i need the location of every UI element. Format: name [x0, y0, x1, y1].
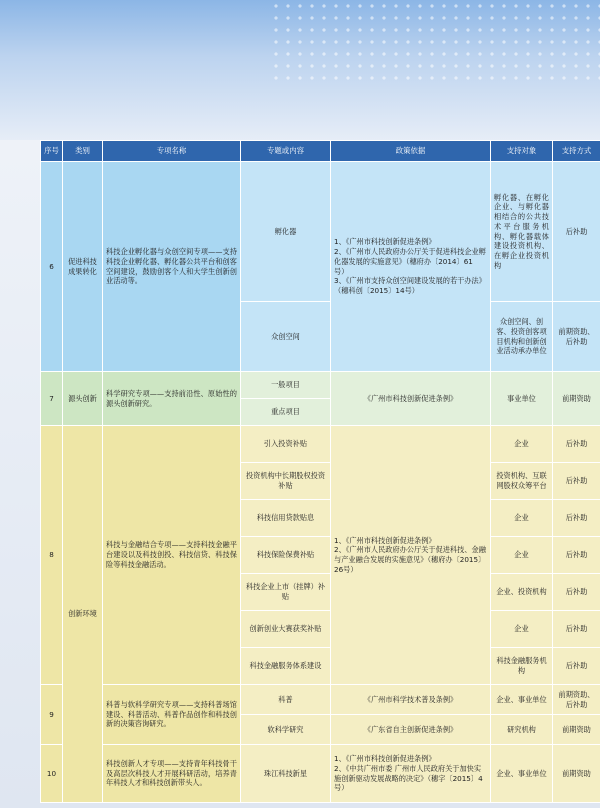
topic-cell: 科技保险保费补贴	[241, 537, 331, 574]
method-cell: 后补助	[553, 426, 600, 463]
policy-basis-cell: 1、《广州市科技创新促进条例》 2、《广州市人民政府办公厅关于促进科技企业孵化器发展的实施意见》（穗府办〔2014〕61号） 3、《广州市支持众创空间建设发展的若干办法》（穗科创〔2015〕14号）	[331, 162, 491, 372]
target-cell: 科技金融服务机构	[491, 648, 553, 685]
project-name-cell: 科技企业孵化器与众创空间专项——支持科技企业孵化器、孵化器公共平台和创客空间建设，鼓励创客个人和大学生创新创业活动等。	[103, 162, 241, 372]
topic-cell: 科技信用贷款贴息	[241, 500, 331, 537]
table-row	[41, 162, 600, 302]
topic-cell: 科技金融服务体系建设	[241, 648, 331, 685]
target-cell: 企业	[491, 537, 553, 574]
target-cell: 企业、事业单位	[491, 745, 553, 803]
row-number: 9	[41, 685, 63, 745]
target-cell: 企业	[491, 611, 553, 648]
topic-cell: 众创空间	[241, 302, 331, 372]
policy-basis-cell: 1、《广州市科技创新促进条例》 2、《广州市人民政府办公厅关于促进科技、金融与产业融合发展的实施意见》（穗府办〔2015〕26号）	[331, 426, 491, 685]
project-name-cell: 科技与金融结合专项——支持科技金融平台建设以及科技创投、科技信贷、科技保险等科技金融活动。	[103, 426, 241, 685]
header-project-name: 专项名称	[103, 141, 241, 162]
topic-cell: 科技企业上市（挂牌）补贴	[241, 574, 331, 611]
table-row	[41, 685, 600, 715]
method-cell: 前期资助	[553, 372, 600, 426]
topic-cell: 珠江科技新星	[241, 745, 331, 803]
target-cell: 企业	[491, 426, 553, 463]
policy-basis-cell: 《广州市科技创新促进条例》	[331, 372, 491, 426]
header-category: 类别	[63, 141, 103, 162]
target-cell: 企业	[491, 500, 553, 537]
method-cell: 后补助	[553, 611, 600, 648]
method-cell: 前期资助	[553, 745, 600, 803]
project-name-cell: 科普与软科学研究专项——支持科普场馆建设、科普活动、科普作品创作和科技创新的决策咨询研究。	[103, 685, 241, 745]
method-cell: 后补助	[553, 463, 600, 500]
header-target: 支持对象	[491, 141, 553, 162]
target-cell: 众创空间、创客、投资创客项目机构和创新创业活动承办单位	[491, 302, 553, 372]
policy-basis-cell: 《广东省自主创新促进条例》	[331, 715, 491, 745]
topic-cell: 创新创业大赛获奖补贴	[241, 611, 331, 648]
target-cell: 投资机构、互联网股权众筹平台	[491, 463, 553, 500]
policy-basis-cell: 《广州市科学技术普及条例》	[331, 685, 491, 715]
target-cell: 企业、投资机构	[491, 574, 553, 611]
topic-cell: 重点项目	[241, 399, 331, 426]
row-number: 6	[41, 162, 63, 372]
category-cell: 促进科技成果转化	[63, 162, 103, 372]
row-number: 10	[41, 745, 63, 803]
decorative-dot-pattern	[270, 0, 600, 80]
policy-basis-cell: 1、《广州市科技创新促进条例》 2、《中共广州市委 广州市人民政府关于加快实施创新驱动发展战略的决定》（穗字〔2015〕4号）	[331, 745, 491, 803]
method-cell: 后补助	[553, 537, 600, 574]
funding-table	[40, 140, 600, 803]
topic-cell: 投资机构中长期股权投资补贴	[241, 463, 331, 500]
project-name-cell: 科学研究专项——支持前沿性、原始性的源头创新研究。	[103, 372, 241, 426]
header-policy-basis: 政策依据	[331, 141, 491, 162]
header-topic: 专题或内容	[241, 141, 331, 162]
topic-cell: 科普	[241, 685, 331, 715]
row-number: 8	[41, 426, 63, 685]
method-cell: 后补助	[553, 500, 600, 537]
topic-cell: 孵化器	[241, 162, 331, 302]
method-cell: 前期资助、后补助	[553, 302, 600, 372]
target-cell: 研究机构	[491, 715, 553, 745]
method-cell: 前期资助	[553, 715, 600, 745]
category-cell: 源头创新	[63, 372, 103, 426]
table-row	[41, 372, 600, 399]
row-number: 7	[41, 372, 63, 426]
method-cell: 前期资助、后补助	[553, 685, 600, 715]
topic-cell: 软科学研究	[241, 715, 331, 745]
table-header-row	[41, 141, 600, 162]
target-cell: 事业单位	[491, 372, 553, 426]
header-no: 序号	[41, 141, 63, 162]
method-cell: 后补助	[553, 648, 600, 685]
category-cell: 创新环境	[63, 426, 103, 803]
topic-cell: 一般项目	[241, 372, 331, 399]
table-row	[41, 745, 600, 803]
header-method: 支持方式	[553, 141, 600, 162]
table-row	[41, 426, 600, 463]
target-cell: 企业、事业单位	[491, 685, 553, 715]
target-cell: 孵化器、在孵化企业、与孵化器相结合的公共技术平台服务机构、孵化器载体建设投资机构、在孵企业投资机构	[491, 162, 553, 302]
method-cell: 后补助	[553, 162, 600, 302]
method-cell: 后补助	[553, 574, 600, 611]
project-name-cell: 科技创新人才专项——支持青年科技骨干及高层次科技人才开展科研活动，培养青年科技人才和科技创新带头人。	[103, 745, 241, 803]
topic-cell: 引入投资补贴	[241, 426, 331, 463]
